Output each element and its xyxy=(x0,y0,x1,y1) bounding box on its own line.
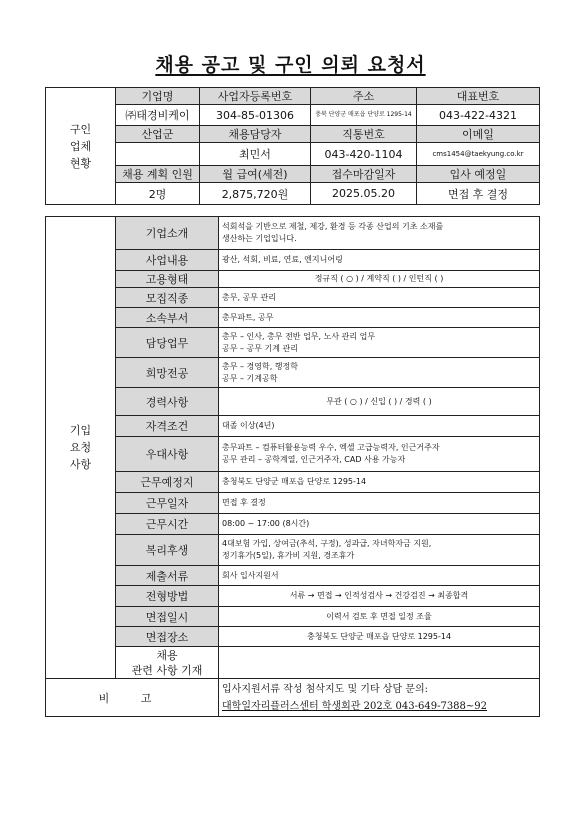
work-date-line: 면접 후 결정 xyxy=(222,498,266,507)
preferred-major-value xyxy=(219,358,540,388)
email: cms1454@taekyung.co.kr xyxy=(417,143,540,166)
department-line: 총무파트, 공무 xyxy=(222,312,274,322)
header-deadline: 접수마감일자 xyxy=(311,166,417,183)
header-industry: 산업군 xyxy=(116,126,200,143)
address: 충북 단양군 매포읍 단양로 1295-14 xyxy=(311,105,417,126)
remarks-line-1: 입사지원서류 작성 첨삭지도 및 기타 상담 문의: xyxy=(222,683,428,695)
documents-label xyxy=(116,566,219,586)
header-start-date: 입사 예정일 xyxy=(417,166,540,183)
interview-date-label-text: 면접일시 xyxy=(145,610,189,624)
duties-line: 공무 – 공무 기계 관리 xyxy=(222,343,298,353)
company-section-label xyxy=(46,88,116,205)
duties-label xyxy=(116,328,219,358)
benefits-label xyxy=(116,535,219,566)
hiring-notes-value xyxy=(219,647,540,679)
work-hours-label-text: 근무시간 xyxy=(145,518,189,531)
request-table xyxy=(45,216,540,717)
work-hours-value xyxy=(219,514,540,535)
request-section-label-line: 기입 xyxy=(69,424,92,437)
remarks-value xyxy=(219,679,540,717)
work-location-label xyxy=(116,472,219,493)
preferred-qualifications-line: 총무파트 – 컴퓨터활용능력 우수, 엑셀 고급능력자, 인근거주자 xyxy=(222,443,440,452)
preferred-qualifications-label-text: 우대사항 xyxy=(145,448,189,461)
duties-value xyxy=(219,328,540,358)
header-email: 이메일 xyxy=(417,126,540,143)
header-monthly-salary: 월 급여(세전) xyxy=(200,166,311,183)
department-value xyxy=(219,308,540,328)
company-intro-line: 생산하는 기업입니다. xyxy=(222,234,297,243)
preferred-qualifications-value xyxy=(219,437,540,472)
business-content-value xyxy=(219,250,540,271)
interview-place-label-text: 면접장소 xyxy=(145,630,189,644)
documents-label-text: 제출서류 xyxy=(145,569,189,583)
duties-line: 총무 – 인사, 총무 전반 업무, 노사 관리 업무 xyxy=(222,331,376,341)
selection-process-line: 서류 → 면접 → 인적성검사 → 건강검진 → 최종합격 xyxy=(289,591,469,600)
company-section-label-line: 업체 xyxy=(69,139,92,153)
remarks-label: 비 고 xyxy=(46,679,219,717)
work-date-label-text: 근무일자 xyxy=(145,497,189,510)
header-business-reg-no: 사업자등록번호 xyxy=(200,88,311,105)
benefits-line: 정기휴가(5일), 휴가비 지원, 경조휴가 xyxy=(222,551,355,560)
employment-type-value xyxy=(219,271,540,288)
job-category-label xyxy=(116,288,219,308)
remarks-line-2 xyxy=(222,698,536,715)
business-content-label xyxy=(116,250,219,271)
company-intro-label-text: 기업소개 xyxy=(145,227,189,240)
qualification-line: 대졸 이상(4년) xyxy=(222,421,275,430)
industry xyxy=(116,143,200,166)
experience-label-text: 경력사항 xyxy=(145,395,189,409)
documents-value xyxy=(219,566,540,586)
selection-process-label-text: 전형방법 xyxy=(145,590,189,603)
request-section-label-line: 요청 xyxy=(69,441,92,454)
job-category-line: 총무, 공무 관리 xyxy=(222,292,276,302)
business-content-line: 광산, 석회, 비료, 연료, 엔지니어링 xyxy=(222,255,343,264)
interview-date-label xyxy=(116,607,219,627)
experience-line: 무관 ( ○ ) / 신입 ( ) / 경력 ( ) xyxy=(326,396,432,406)
hiring-notes-label xyxy=(116,647,219,679)
interview-place-value xyxy=(219,627,540,647)
employment-type-label-text: 고용형태 xyxy=(145,273,189,286)
interview-place-label xyxy=(116,627,219,647)
work-location-line: 충청북도 단양군 매포읍 단양로 1295-14 xyxy=(222,477,367,486)
header-direct-phone: 직통번호 xyxy=(311,126,417,143)
main-phone: 043-422-4321 xyxy=(417,105,540,126)
interview-place-line: 충청북도 단양군 매포읍 단양로 1295-14 xyxy=(306,631,452,641)
business-content-label-text: 사업내용 xyxy=(145,254,189,267)
company-section-label-line: 현황 xyxy=(69,156,92,170)
header-address: 주소 xyxy=(311,88,417,105)
remarks-line-2-text: 대학일자리플러스센터 학생회관 202호 043-649-7388~92 xyxy=(222,700,488,712)
benefits-value xyxy=(219,535,540,566)
document-title: 채용 공고 및 구인 의뢰 요청서 xyxy=(155,54,426,76)
selection-process-label xyxy=(116,586,219,607)
header-headcount: 채용 계획 인원 xyxy=(116,166,200,183)
department-label xyxy=(116,308,219,328)
preferred-major-line: 공무 – 기계공학 xyxy=(222,373,278,383)
work-date-label xyxy=(116,493,219,514)
preferred-major-label xyxy=(116,358,219,388)
company-info-table xyxy=(45,87,540,205)
business-reg-no: 304-85-01306 xyxy=(200,105,311,126)
qualification-value xyxy=(219,416,540,437)
documents-line: 회사 입사지원서 xyxy=(222,570,279,580)
start-date: 면접 후 결정 xyxy=(417,183,540,205)
header-main-phone: 대표번호 xyxy=(417,88,540,105)
benefits-line: 4대보험 가입, 상여금(추석, 구정), 성과급, 자녀학자금 지원, xyxy=(222,539,432,548)
employment-type-line: 정규직 ( ○ ) / 계약직 ( ) / 인턴직 ( ) xyxy=(314,274,444,283)
company-section-label-line: 구인 xyxy=(69,122,92,136)
work-hours-line: 08:00 ~ 17:00 (8시간) xyxy=(222,519,310,528)
header-recruiter: 채용담당자 xyxy=(200,126,311,143)
headcount: 2명 xyxy=(116,183,200,205)
preferred-major-line: 총무 – 경영학, 행정학 xyxy=(222,361,298,371)
experience-value xyxy=(219,388,540,416)
preferred-qualifications-label xyxy=(116,437,219,472)
work-location-label-text: 근무예정지 xyxy=(140,476,194,489)
work-location-value xyxy=(219,472,540,493)
company-intro-value xyxy=(219,217,540,250)
preferred-major-label-text: 희망전공 xyxy=(145,366,189,380)
experience-label xyxy=(116,388,219,416)
request-section-label-line: 사항 xyxy=(69,458,92,471)
work-hours-label xyxy=(116,514,219,535)
company-intro-line: 석회석을 기반으로 제철, 제강, 환경 등 각종 산업의 기초 소재를 xyxy=(222,222,444,231)
request-section-label xyxy=(46,217,116,679)
interview-date-value xyxy=(219,607,540,627)
hiring-notes-label-text: 채용 관련 사항 기재 xyxy=(131,648,203,677)
department-label-text: 소속부서 xyxy=(145,311,189,325)
company-name: ㈜태경비케이 xyxy=(116,105,200,126)
benefits-label-text: 복리후생 xyxy=(145,544,189,557)
duties-label-text: 담당업무 xyxy=(145,336,189,350)
work-date-value xyxy=(219,493,540,514)
deadline: 2025.05.20 xyxy=(311,183,417,205)
preferred-qualifications-line: 공무 관리 – 공학계열, 인근거주자, CAD 사용 가능자 xyxy=(222,455,406,464)
header-company-name: 기업명 xyxy=(116,88,200,105)
job-category-value xyxy=(219,288,540,308)
company-intro-label xyxy=(116,217,219,250)
qualification-label-text: 자격조건 xyxy=(145,420,189,433)
interview-date-line: 이력서 검토 후 면접 일정 조율 xyxy=(326,611,432,621)
qualification-label xyxy=(116,416,219,437)
recruiter: 최민서 xyxy=(200,143,311,166)
job-category-label-text: 모집직종 xyxy=(145,291,189,305)
employment-type-label xyxy=(116,271,219,288)
direct-phone: 043-420-1104 xyxy=(311,143,417,166)
selection-process-value xyxy=(219,586,540,607)
monthly-salary: 2,875,720원 xyxy=(200,183,311,205)
